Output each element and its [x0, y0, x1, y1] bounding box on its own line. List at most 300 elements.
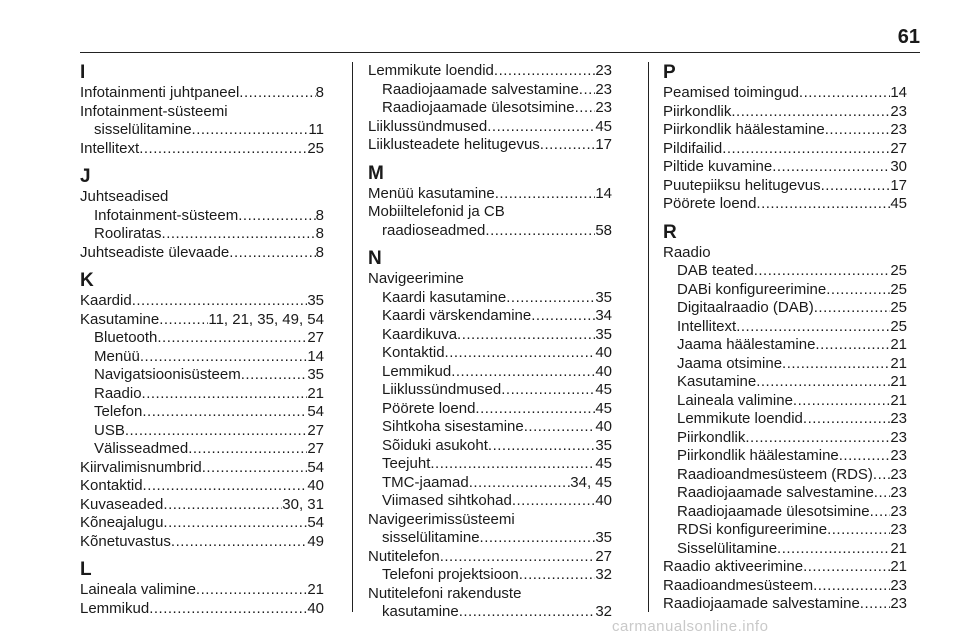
- index-subentry: [80, 225, 324, 244]
- entry-page-numbers: 21: [890, 354, 907, 372]
- entry-page-numbers: 25: [890, 262, 907, 279]
- entry-page-numbers: 35: [595, 325, 612, 343]
- entry-term: Puutepiiksu helitugevus: [663, 176, 821, 194]
- index-entry: [663, 558, 907, 577]
- index-subentry: [368, 81, 612, 100]
- index-subentry: [368, 381, 612, 400]
- entry-term: Raadiojaamade ülesotsimine: [382, 99, 575, 116]
- index-entry: [663, 158, 907, 177]
- entry-term: sisselülitamine: [94, 121, 192, 138]
- entry-page-numbers: 25: [890, 317, 907, 335]
- entry-page-numbers: 23: [890, 410, 907, 427]
- dot-leader: [171, 533, 307, 552]
- entry-page-numbers: 14: [890, 84, 907, 101]
- dot-leader: [813, 577, 890, 596]
- entry-term: DABi konfigureerimine: [677, 280, 827, 298]
- index-subentry: [368, 603, 612, 622]
- section-letter: L: [80, 559, 92, 580]
- entry-term: Välisseadmed: [94, 440, 189, 457]
- entry-term: Teejuht: [382, 455, 431, 472]
- entry-term: Menüü: [94, 347, 140, 365]
- entry-term: Nutitelefon: [368, 547, 440, 565]
- entry-term: Kõneajalugu: [80, 514, 164, 531]
- dot-leader: [814, 299, 891, 318]
- index-entry: [663, 244, 907, 263]
- index-entry: [80, 533, 324, 552]
- entry-term: Digitaalraadio (DAB): [677, 299, 814, 316]
- index-entry: [663, 177, 907, 196]
- entry-term: Navigatsioonisüsteem: [94, 366, 241, 383]
- index-subentry: [80, 366, 324, 385]
- index-subentry: [368, 455, 612, 474]
- dot-leader: [451, 363, 595, 382]
- entry-page-numbers: 40: [595, 362, 612, 380]
- entry-term: Kõnetuvastus: [80, 532, 171, 550]
- entry-page-numbers: 17: [890, 176, 907, 194]
- entry-term: Piirkondlik: [677, 428, 746, 446]
- entry-page-numbers: 23: [595, 80, 612, 98]
- index-entry: [368, 185, 612, 204]
- dot-leader: [825, 121, 891, 140]
- section-letter: P: [663, 62, 676, 83]
- index-subentry: [368, 363, 612, 382]
- index-entry: [80, 244, 324, 263]
- dot-leader: [803, 410, 890, 429]
- entry-page-numbers: 34, 45: [570, 473, 612, 491]
- entry-page-numbers: 30: [890, 158, 907, 175]
- dot-leader: [524, 418, 596, 437]
- index-entry: [80, 581, 324, 600]
- index-column-1: [80, 62, 324, 618]
- entry-page-numbers: 40: [307, 599, 324, 617]
- entry-page-numbers: 54: [307, 514, 324, 531]
- entry-page-numbers: 30, 31: [282, 495, 324, 513]
- entry-term: Infotainment-süsteemi: [80, 102, 228, 120]
- entry-page-numbers: 14: [307, 347, 324, 365]
- entry-page-numbers: 21: [890, 539, 907, 557]
- entry-page-numbers: 45: [595, 455, 612, 472]
- dot-leader: [139, 140, 307, 159]
- index-entry: [368, 511, 612, 530]
- index-subentry: [663, 466, 907, 485]
- page-number: 61: [897, 26, 920, 48]
- entry-page-numbers: 21: [890, 558, 907, 575]
- index-subentry: [663, 447, 907, 466]
- entry-term: Kaardi värskendamine: [382, 307, 532, 324]
- index-subentry: [663, 503, 907, 522]
- entry-term: Navigeerimissüsteemi: [368, 510, 515, 528]
- index-column-3: [663, 62, 907, 614]
- index-subentry: [663, 355, 907, 374]
- entry-page-numbers: 23: [890, 576, 907, 594]
- entry-term: Kasutamine: [80, 310, 160, 328]
- index-entry: [80, 84, 324, 103]
- dot-leader: [163, 514, 307, 533]
- dot-leader: [799, 84, 890, 103]
- entry-page-numbers: 23: [890, 484, 907, 501]
- entry-page-numbers: 17: [595, 136, 612, 153]
- index-entry: [80, 292, 324, 311]
- dot-leader: [540, 136, 596, 155]
- entry-term: Navigeerimine: [368, 270, 464, 287]
- section-letter: M: [368, 162, 384, 184]
- entry-term: Piirkondlik häälestamine: [677, 447, 839, 464]
- entry-term: Viimased sihtkohad: [382, 492, 512, 509]
- section-letter: I: [80, 62, 86, 83]
- entry-term: Mobiiltelefonid ja CB: [368, 203, 505, 220]
- dot-leader: [874, 484, 891, 503]
- entry-term: Menüü kasutamine: [368, 184, 495, 202]
- entry-term: Peamised toimingud: [663, 84, 799, 101]
- entry-page-numbers: 35: [595, 529, 612, 546]
- entry-term: Kuvaseaded: [80, 495, 164, 513]
- index-entry: [80, 514, 324, 533]
- index-subentry: [663, 521, 907, 540]
- entry-term: Piirkondlik: [663, 102, 732, 120]
- entry-page-numbers: 8: [315, 243, 324, 261]
- entry-page-numbers: 23: [890, 502, 907, 520]
- index-subentry: [80, 440, 324, 459]
- entry-term: Raadio aktiveerimine: [663, 558, 804, 575]
- entry-page-numbers: 23: [890, 595, 907, 612]
- index-entry: [368, 136, 612, 155]
- entry-term: Liiklussündmused: [382, 381, 502, 398]
- index-entry: [80, 140, 324, 159]
- dot-leader: [163, 496, 282, 515]
- dot-leader: [239, 84, 315, 103]
- entry-page-numbers: 40: [595, 344, 612, 361]
- entry-page-numbers: 23: [890, 521, 907, 538]
- entry-term: Infotainmenti juhtpaneel: [80, 84, 240, 101]
- footer-watermark: carmanualsonline.info: [612, 618, 769, 635]
- index-subentry: [368, 566, 612, 585]
- index-entry: [368, 62, 612, 81]
- dot-leader: [839, 447, 891, 466]
- index-subentry: [663, 392, 907, 411]
- entry-page-numbers: 54: [307, 458, 324, 476]
- entry-term: Nutitelefoni rakenduste: [368, 584, 522, 602]
- entry-term: Liiklussündmused: [368, 117, 488, 135]
- entry-page-numbers: 27: [307, 329, 324, 346]
- entry-page-numbers: 54: [307, 403, 324, 420]
- entry-term: Rooliratas: [94, 225, 162, 242]
- dot-leader: [803, 558, 890, 577]
- entry-page-numbers: 27: [595, 547, 612, 565]
- index-entry: [368, 585, 612, 604]
- index-subentry: [80, 403, 324, 422]
- dot-leader: [125, 422, 307, 441]
- dot-leader: [754, 262, 891, 281]
- entry-term: Lemmikute loendid: [677, 410, 803, 427]
- entry-page-numbers: 11, 21, 35, 49, 54: [208, 310, 324, 328]
- entry-page-numbers: 35: [595, 436, 612, 454]
- dot-leader: [241, 366, 308, 385]
- entry-term: Pöörete loend: [663, 195, 757, 212]
- dot-leader: [495, 185, 596, 204]
- entry-term: Raadiojaamade salvestamine: [663, 595, 860, 612]
- dot-leader: [430, 455, 595, 474]
- index-column-2: [368, 62, 612, 622]
- index-subentry: [663, 281, 907, 300]
- dot-leader: [132, 292, 308, 311]
- section-letter: J: [80, 166, 91, 187]
- entry-page-numbers: 21: [890, 336, 907, 353]
- dot-leader: [579, 81, 596, 100]
- entry-page-numbers: 45: [595, 117, 612, 135]
- dot-leader: [149, 600, 307, 619]
- entry-page-numbers: 32: [595, 566, 612, 583]
- dot-leader: [238, 207, 315, 226]
- section-letter: K: [80, 270, 94, 291]
- dot-leader: [756, 373, 890, 392]
- entry-term: TMC-jaamad: [382, 473, 469, 491]
- entry-page-numbers: 23: [890, 447, 907, 464]
- column-divider: [648, 62, 649, 612]
- entry-term: Sõiduki asukoht: [382, 436, 488, 454]
- index-subentry: [368, 529, 612, 548]
- entry-term: Piirkondlik häälestamine: [663, 121, 825, 138]
- entry-term: Kaardikuva: [382, 325, 458, 343]
- entry-term: Kontaktid: [80, 477, 143, 494]
- dot-leader: [826, 281, 890, 300]
- dot-leader: [736, 318, 890, 337]
- entry-term: Pildifailid: [663, 139, 723, 157]
- entry-term: Sisselülitamine: [677, 539, 778, 557]
- dot-leader: [756, 195, 890, 214]
- index-subentry: [663, 336, 907, 355]
- dot-leader: [793, 392, 890, 411]
- entry-page-numbers: 25: [890, 280, 907, 298]
- index-entry: [663, 121, 907, 140]
- dot-leader: [196, 581, 307, 600]
- entry-term: DAB teated: [677, 262, 754, 279]
- entry-term: Jaama häälestamine: [677, 336, 816, 353]
- index-subentry: [663, 318, 907, 337]
- entry-page-numbers: 23: [890, 465, 907, 483]
- header-rule: [80, 52, 920, 53]
- entry-page-numbers: 14: [595, 184, 612, 202]
- entry-term: Sihtkoha sisestamine: [382, 418, 524, 435]
- dot-leader: [140, 348, 307, 367]
- entry-page-numbers: 35: [595, 288, 612, 306]
- entry-term: Juhtseadised: [80, 188, 169, 205]
- entry-page-numbers: 23: [595, 99, 612, 116]
- index-entry: [663, 595, 907, 614]
- entry-term: Intellitext: [80, 139, 140, 157]
- entry-term: Raadiojaamade salvestamine: [677, 484, 874, 501]
- dot-leader: [501, 381, 595, 400]
- dot-leader: [827, 521, 890, 540]
- entry-page-numbers: 21: [890, 391, 907, 409]
- dot-leader: [782, 355, 890, 374]
- dot-leader: [469, 474, 571, 493]
- index-entry: [80, 103, 324, 122]
- dot-leader: [440, 548, 596, 567]
- index-subentry: [663, 540, 907, 559]
- dot-leader: [512, 492, 596, 511]
- index-subentry: [80, 385, 324, 404]
- entry-page-numbers: 8: [315, 206, 324, 224]
- entry-page-numbers: 49: [307, 532, 324, 550]
- dot-leader: [575, 99, 596, 118]
- entry-term: Raadioandmesüsteem (RDS): [677, 465, 873, 483]
- dot-leader: [457, 326, 595, 345]
- dot-leader: [480, 529, 596, 548]
- index-entry: [368, 270, 612, 289]
- index-subentry: [368, 437, 612, 456]
- dot-leader: [157, 329, 307, 348]
- section-letter: R: [663, 221, 677, 243]
- index-subentry: [368, 222, 612, 241]
- dot-leader: [142, 385, 308, 404]
- entry-page-numbers: 40: [307, 477, 324, 494]
- dot-leader: [772, 158, 890, 177]
- entry-term: Telefoni projektsioon: [382, 566, 519, 583]
- entry-page-numbers: 25: [890, 299, 907, 316]
- entry-term: raadioseadmed: [382, 221, 486, 239]
- dot-leader: [143, 477, 308, 496]
- entry-page-numbers: 25: [307, 139, 324, 157]
- entry-term: Laineala valimine: [677, 391, 793, 409]
- entry-page-numbers: 58: [595, 221, 612, 239]
- dot-leader: [494, 62, 595, 81]
- entry-page-numbers: 45: [595, 399, 612, 417]
- index-subentry: [368, 418, 612, 437]
- index-entry: [368, 548, 612, 567]
- entry-page-numbers: 35: [307, 292, 324, 309]
- index-subentry: [80, 207, 324, 226]
- index-entry: [368, 203, 612, 222]
- index-subentry: [368, 492, 612, 511]
- entry-term: Raadio: [663, 243, 711, 261]
- entry-page-numbers: 8: [315, 225, 324, 242]
- dot-leader: [487, 118, 595, 137]
- dot-leader: [192, 121, 309, 140]
- entry-term: Kontaktid: [382, 344, 445, 361]
- entry-page-numbers: 32: [595, 603, 612, 620]
- index-entry: [663, 577, 907, 596]
- entry-term: RDSi konfigureerimine: [677, 521, 828, 538]
- entry-term: Raadio: [94, 384, 142, 402]
- index-subentry: [368, 289, 612, 308]
- index-subentry: [368, 307, 612, 326]
- entry-term: Infotainment-süsteem: [94, 206, 239, 224]
- entry-page-numbers: 27: [890, 139, 907, 157]
- entry-page-numbers: 21: [890, 373, 907, 390]
- entry-term: Laineala valimine: [80, 581, 196, 598]
- index-subentry: [663, 373, 907, 392]
- index-subentry: [368, 400, 612, 419]
- entry-page-numbers: 40: [595, 492, 612, 509]
- entry-term: Lemmikute loendid: [368, 62, 494, 79]
- dot-leader: [202, 459, 308, 478]
- entry-term: Kiirvalimisnumbrid: [80, 458, 202, 476]
- dot-leader: [488, 437, 595, 456]
- entry-page-numbers: 21: [307, 384, 324, 402]
- entry-page-numbers: 27: [307, 421, 324, 439]
- entry-page-numbers: 45: [890, 195, 907, 212]
- entry-page-numbers: 27: [307, 440, 324, 457]
- index-subentry: [80, 121, 324, 140]
- entry-page-numbers: 35: [307, 366, 324, 383]
- dot-leader: [815, 336, 890, 355]
- entry-page-numbers: 40: [595, 418, 612, 435]
- index-subentry: [368, 326, 612, 345]
- index-subentry: [663, 410, 907, 429]
- entry-term: Raadioandmesüsteem: [663, 576, 814, 594]
- dot-leader: [459, 603, 596, 622]
- entry-term: Liiklusteadete helitugevus: [368, 136, 540, 153]
- index-entry: [663, 103, 907, 122]
- index-subentry: [80, 329, 324, 348]
- dot-leader: [475, 400, 595, 419]
- dot-leader: [159, 311, 208, 330]
- entry-page-numbers: 11: [308, 121, 324, 138]
- entry-term: Jaama otsimine: [677, 354, 783, 372]
- entry-term: Raadiojaamade salvestamine: [382, 80, 579, 98]
- index-subentry: [663, 429, 907, 448]
- dot-leader: [777, 540, 890, 559]
- dot-leader: [531, 307, 595, 326]
- index-subentry: [663, 262, 907, 281]
- entry-term: Lemmikud: [80, 599, 150, 617]
- entry-page-numbers: 23: [890, 102, 907, 120]
- entry-term: USB: [94, 421, 125, 439]
- entry-term: Pöörete loend: [382, 399, 476, 417]
- dot-leader: [821, 177, 891, 196]
- entry-page-numbers: 45: [595, 381, 612, 398]
- entry-term: Kaardid: [80, 292, 132, 309]
- entry-page-numbers: 23: [890, 428, 907, 446]
- dot-leader: [731, 103, 890, 122]
- entry-page-numbers: 23: [595, 62, 612, 79]
- index-subentry: [663, 484, 907, 503]
- index-subentry: [368, 474, 612, 493]
- entry-term: Kaardi kasutamine: [382, 288, 507, 306]
- entry-term: Bluetooth: [94, 329, 158, 346]
- column-divider: [352, 62, 353, 612]
- entry-term: Telefon: [94, 403, 143, 420]
- entry-page-numbers: 8: [315, 84, 324, 101]
- dot-leader: [722, 140, 890, 159]
- index-entry: [80, 188, 324, 207]
- entry-page-numbers: 23: [890, 121, 907, 138]
- dot-leader: [162, 225, 316, 244]
- dot-leader: [142, 403, 307, 422]
- index-entry: [663, 195, 907, 214]
- index-subentry: [368, 99, 612, 118]
- entry-term: Raadiojaamade ülesotsimine: [677, 502, 870, 520]
- index-subentry: [368, 344, 612, 363]
- entry-page-numbers: 21: [307, 581, 324, 598]
- index-entry: [368, 118, 612, 137]
- dot-leader: [485, 222, 595, 241]
- dot-leader: [506, 289, 595, 308]
- dot-leader: [229, 244, 315, 263]
- dot-leader: [860, 595, 891, 614]
- entry-term: sisselülitamine: [382, 529, 480, 546]
- dot-leader: [519, 566, 596, 585]
- dot-leader: [745, 429, 890, 448]
- index-subentry: [80, 348, 324, 367]
- index-entry: [80, 459, 324, 478]
- index-subentry: [80, 422, 324, 441]
- dot-leader: [873, 466, 890, 485]
- entry-term: Juhtseadiste ülevaade: [80, 243, 230, 261]
- entry-term: Kasutamine: [677, 373, 757, 390]
- index-subentry: [663, 299, 907, 318]
- entry-term: Intellitext: [677, 317, 737, 335]
